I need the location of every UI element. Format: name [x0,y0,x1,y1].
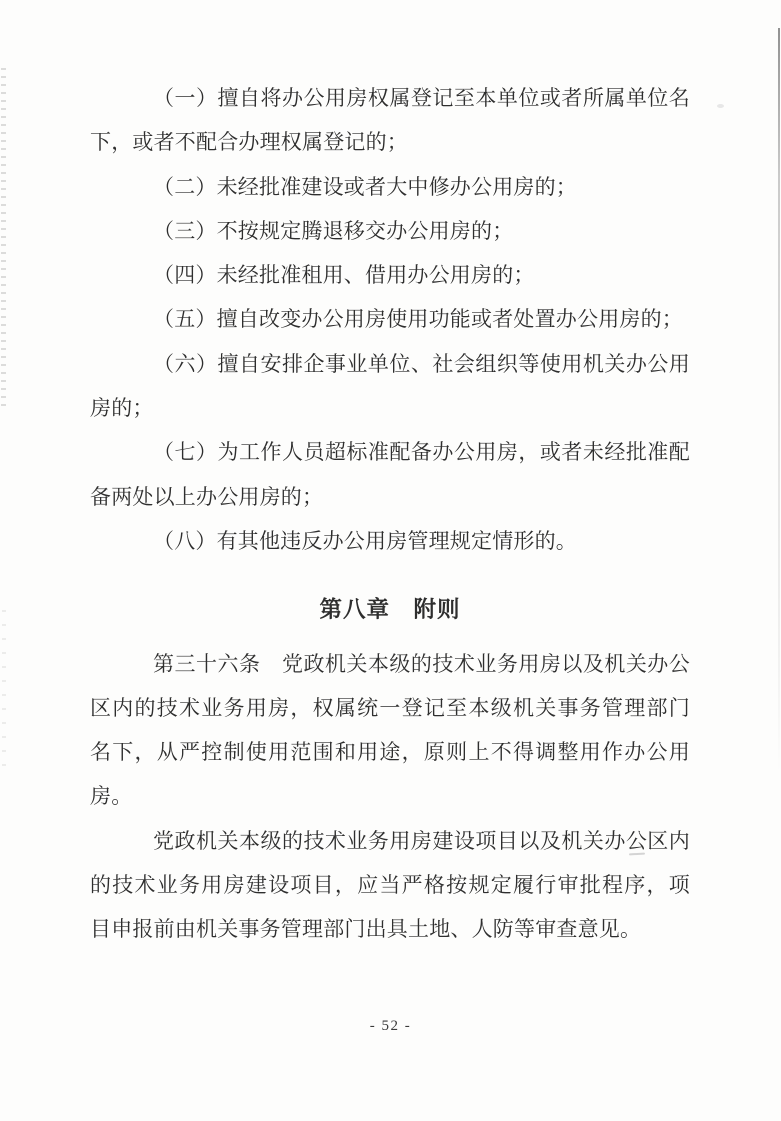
text-line-clause-1: 下，或者不配合办理权属登记的； [90,130,408,155]
text-line-clause-6: （六）擅自安排企事业单位、社会组织等使用机关办公用 [153,351,690,376]
text-line-article-36-para-1: 房。 [90,784,133,809]
text-line-clause-8: （八）有其他违反办公用房管理规定情形的。 [153,528,577,553]
text-line-clause-6: 房的； [90,396,154,421]
text-line-article-36-para-1: 第三十六条 党政机关本级的技术业务用房以及机关办公 [153,651,690,676]
text-line-article-36-para-1: 区内的技术业务用房，权属统一登记至本级机关事务管理部门 [90,695,690,720]
scan-artifact-right-edge [778,28,780,773]
text-line-clause-7: 备两处以上办公用房的； [90,484,324,509]
text-line-clause-7: （七）为工作人员超标准配备办公用房，或者未经批准配 [153,440,690,465]
chapter-heading: 第八章 附则 [319,597,461,623]
text-line-clause-4: （四）未经批准租用、借用办公用房的； [153,263,535,288]
scan-artifact-left-noise-2 [2,610,6,770]
text-line-clause-5: （五）擅自改变办公用房使用功能或者处置办公用房的； [153,307,683,332]
scan-artifact-left-noise [1,68,6,408]
document-content [90,76,690,952]
text-line-article-36-para-2: 党政机关本级的技术业务用房建设项目以及机关办公区内 [153,828,690,853]
text-line-article-36-para-2: 的技术业务用房建设项目，应当严格按规定履行审批程序，项 [90,873,690,898]
text-line-clause-2: （二）未经批准建设或者大中修办公用房的； [153,174,577,199]
text-line-clause-1: （一）擅自将办公用房权属登记至本单位或者所属单位名 [153,86,690,110]
text-line-article-36-para-1: 名下，从严控制使用范围和用途，原则上不得调整用作办公用 [90,740,690,765]
scan-artifact-dot [717,104,724,108]
page-number: - 52 - [369,1018,412,1034]
text-line-article-36-para-2: 目申报前由机关事务管理部门出具土地、人防等审查意见。 [90,917,642,942]
text-line-clause-3: （三）不按规定腾退移交办公用房的； [153,218,514,243]
